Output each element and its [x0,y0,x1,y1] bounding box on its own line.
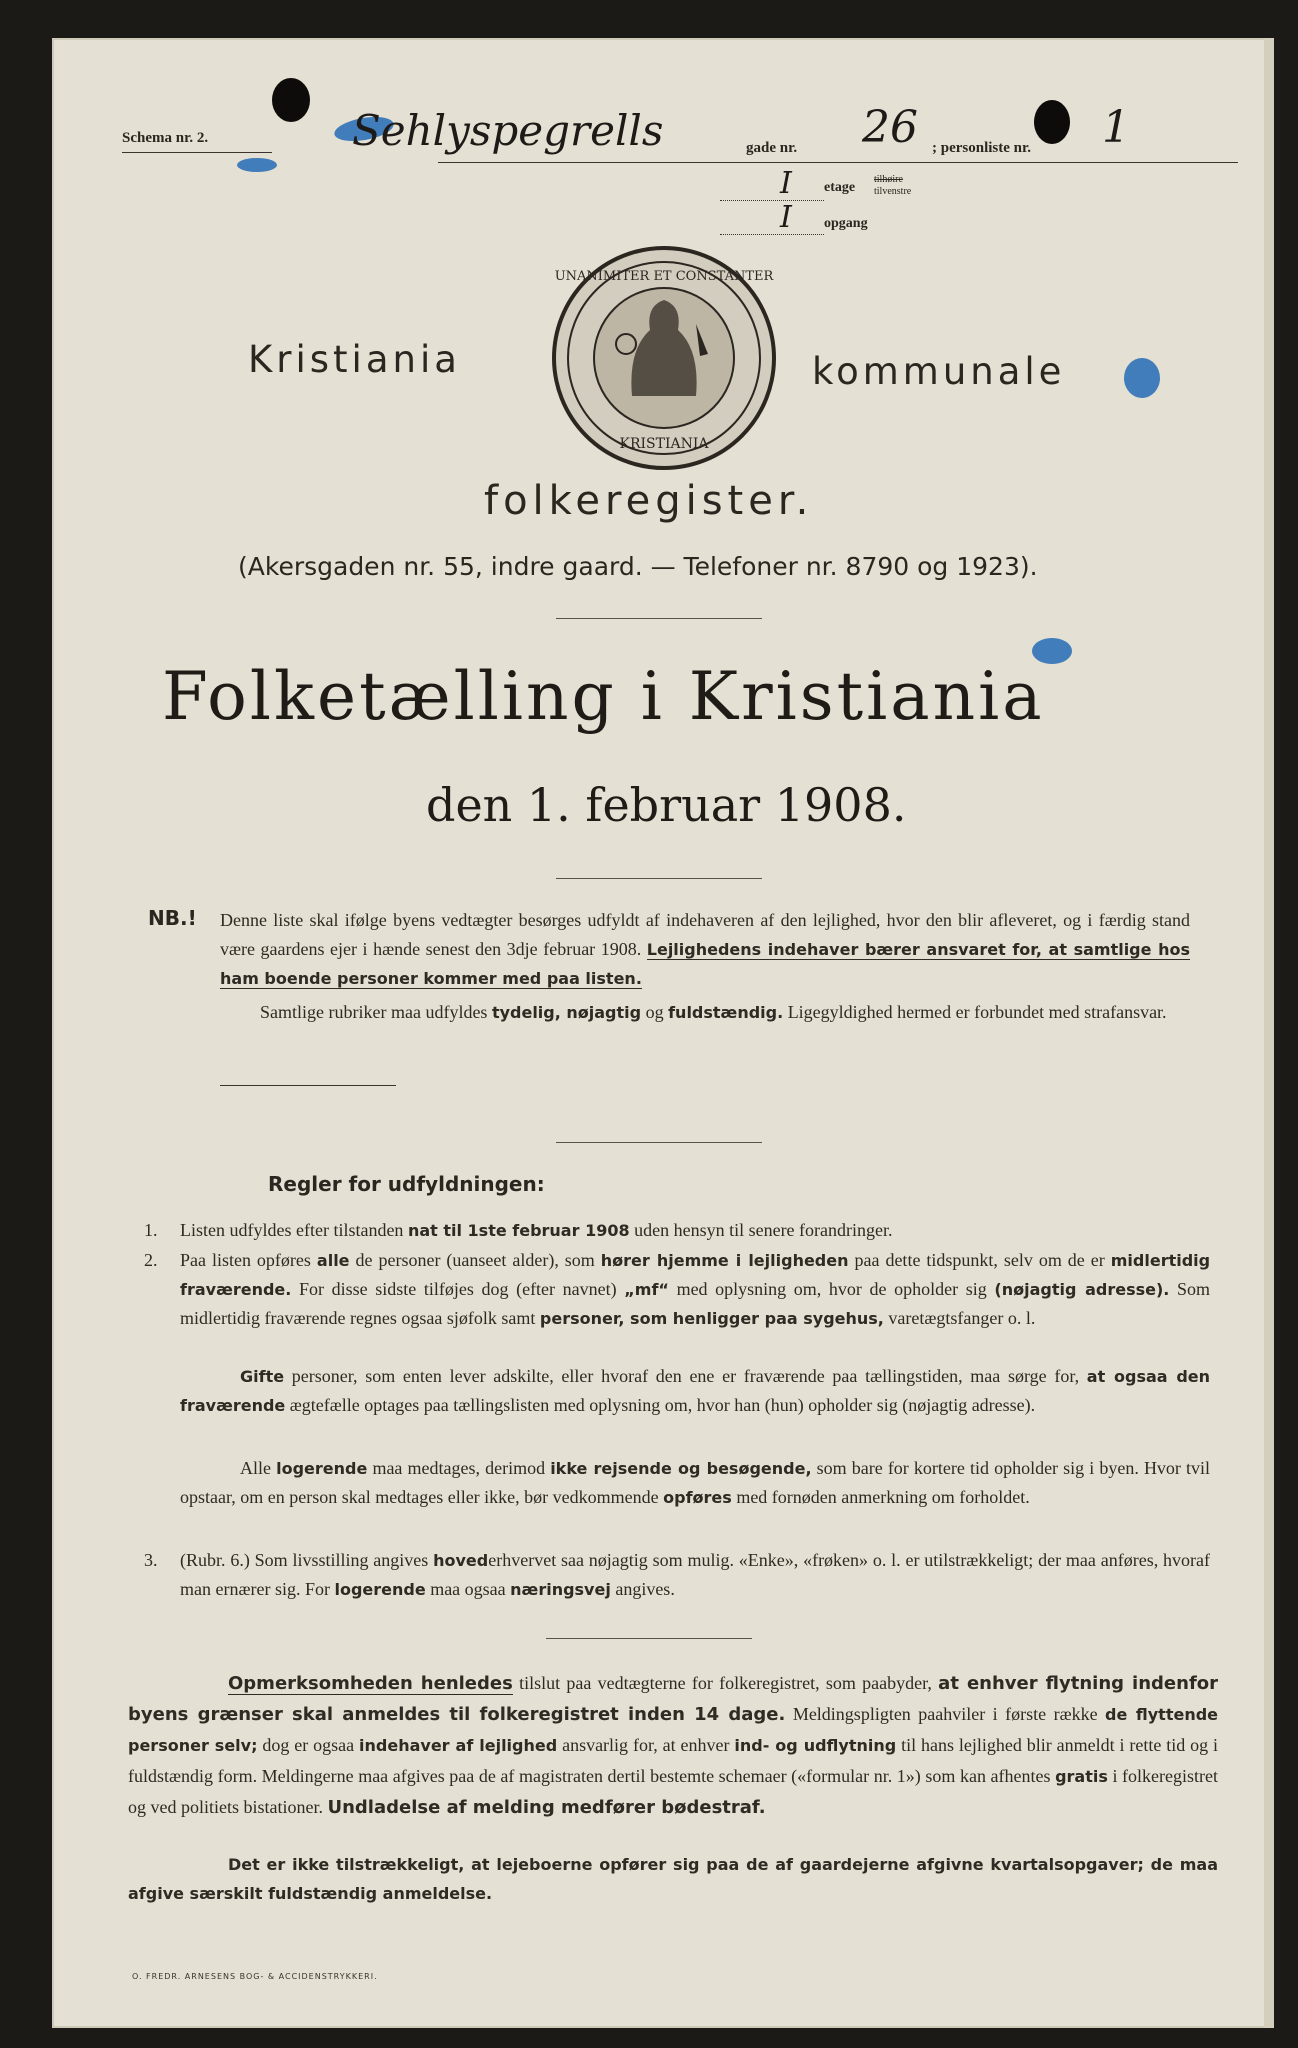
rule-2 [180,1246,1210,1333]
personliste-label: ; personliste nr. [932,140,1032,156]
letterhead-kristiania: Kristiania [248,338,461,381]
nb-text: Denne liste skal ifølge byens vedtægter besørges udfyldt af indehaveren af den lejlighed, hvor den blir afleveret, og i færdig stand være gaardens ejer i hænde senest den 3dje februar 1908. [220,910,1190,959]
notice-text: dog er ogsaa [262,1735,355,1755]
rule-bold: „mf“ [624,1280,669,1299]
nb-label: NB.! [148,906,197,930]
rule-2-married [180,1362,1210,1420]
rule-number: 2. [144,1250,158,1270]
gade-number-handwritten[interactable]: 26 [862,102,918,153]
side-option-right: tilhøire [874,174,903,185]
notice-paragraph [128,1668,1218,1823]
divider [546,1638,752,1639]
rule-bold: Gifte [240,1367,285,1386]
nb-paragraph-2 [220,998,1190,1027]
rule-3 [180,1546,1210,1604]
rule-text: varetægtsfanger o. l. [888,1308,1036,1328]
rule-bold: logerende [334,1580,426,1599]
rule-text: maa medtages, derimod [372,1458,546,1478]
census-date: den 1. februar 1908. [426,778,907,832]
letterhead-address: (Akersgaden nr. 55, indre gaard. — Telefoner nr. 8790 og 1923). [238,552,1038,581]
opgang-handwritten[interactable]: I [780,200,792,235]
etage-dotline [720,200,824,201]
ink-blot [1124,358,1160,398]
printer-imprint: O. FREDR. ARNESENS BOG- & ACCIDENSTRYKKERI. [132,1972,378,1981]
nb-bold: fuldstændig. [668,1003,784,1022]
paper-edge [1264,38,1274,2028]
seal-kristiania-icon [550,244,778,472]
punch-hole [1034,100,1070,144]
rule-bold: hører hjemme i lejligheden [600,1251,849,1270]
notice-text: Meldingspligten paahviler i første række [792,1704,1098,1724]
svg-text:KRISTIANIA: KRISTIANIA [619,436,709,452]
nb-bold: tydelig, nøjagtig [491,1003,642,1022]
notice-bold: gratis [1055,1767,1108,1786]
notice-bold: indehaver af lejlighed [359,1736,558,1755]
rule-bold: midlertidig fraværende. [180,1251,1211,1299]
opgang-dotline [720,234,824,235]
notice-bold: Undladelse af melding medfører bødestraf. [327,1797,766,1818]
rule-text: Som midlertidig fraværende regnes ogsaa sjøfolk samt [180,1279,1211,1328]
rule-number: 3. [144,1550,158,1570]
rule-bold: opføres [663,1488,732,1507]
rule-text: med oplysning om, hvor de opholder sig [676,1279,987,1299]
rule-bold: ikke rejsende og besøgende, [550,1459,812,1478]
nb-text: Ligegyldighed hermed er forbundet med strafansvar. [787,1002,1167,1022]
notice-text: ansvarlig for, at enhver [562,1735,730,1755]
svg-text:UNANIMITER ET CONSTANTER: UNANIMITER ET CONSTANTER [554,269,774,284]
rules-heading: Regler for udfyldningen: [268,1172,545,1196]
rule-text: personer, som enten lever adskilte, eller hvoraf den ene er fraværende paa tællingstiden, maa sørge for, [291,1366,1080,1386]
etage-label: etage [824,180,856,195]
notice-bold: Opmerksomheden henledes [228,1673,513,1694]
gade-label: gade nr. [746,140,798,156]
rule-bold: næringsvej [510,1580,611,1599]
divider [556,1142,762,1143]
rule-text: med fornøden anmerkning om forholdet. [736,1487,1030,1507]
rule-text: (Rubr. 6.) Som livsstilling angives [180,1550,429,1570]
rule-text: de personer (uanseet alder), som [355,1250,595,1270]
notice-bold: de flyttende personer selv; [128,1705,1219,1755]
notice-text: i folkeregistret og ved politiets bistationer. [128,1766,1218,1817]
rule-text: For disse sidste tilføjes dog (efter navnet) [298,1279,617,1299]
rule-bold: personer, som henligger paa sygehus, [539,1309,884,1328]
rule-bold: (nøjagtig adresse). [994,1280,1170,1299]
side-option-left: tilvenstre [874,186,912,197]
rule-number: 1. [144,1220,158,1240]
notice-bold: Det er ikke tilstrækkeligt, at lejeboerne opfører sig paa de af gaardejerne afgivne kvartalsopgaver; de maa afgive særskilt fuldstændig anmeldelse. [128,1855,1218,1903]
rule-text: erhvervet saa nøjagtig som mulig. «Enke», «frøken» o. l. er utilstrækkeligt; der maa anføres, hvoraf man ernærer sig. For [180,1550,1210,1599]
rule-bold: logerende [276,1459,368,1478]
header-underline [438,162,1238,163]
rule-2-lodgers [180,1454,1210,1512]
letterhead-kommunale: kommunale [812,350,1066,393]
punch-hole [272,78,310,122]
schema-underline [122,152,272,153]
census-title: Folketælling i Kristiania [162,658,1045,735]
street-name-handwritten[interactable]: Sehlyspegrells [352,106,664,155]
rule-bold: alle [316,1251,350,1270]
rule-text: maa ogsaa [430,1579,506,1599]
rule-text: ægtefælle optages paa tællingslisten med oplysning om, hvor han (hun) opholder sig (nøjagtig adresse). [289,1395,1036,1415]
census-form-page [52,38,1274,2028]
opgang-label: opgang [824,216,868,231]
divider [556,878,762,879]
rule-text: Alle [240,1458,271,1478]
nb-text: og [645,1002,664,1022]
notice-paragraph-2 [128,1850,1218,1908]
rule-text: Listen udfyldes efter tilstanden [180,1220,404,1240]
notice-text: til hans lejlighed blir anmeldt i rette tid og i fuldstændig form. Meldingerne maa afgives paa de af magistraten dertil bestemte schemaer («formular nr. 1») som kan afhentes [128,1735,1219,1786]
rule-text: paa dette tidspunkt, selv om de er [854,1250,1105,1270]
rule-text: uden hensyn til senere forandringer. [634,1220,893,1240]
etage-handwritten[interactable]: I [780,166,792,201]
rule-bold: nat til 1ste februar 1908 [407,1221,630,1240]
rule-bold: hoved [433,1551,489,1570]
rule-bold: at ogsaa den fraværende [180,1367,1211,1415]
rule-text: Paa listen opføres [180,1250,311,1270]
rule-text: angives. [615,1579,675,1599]
schema-label: Schema nr. 2. [122,130,209,146]
personliste-number-handwritten[interactable]: 1 [1102,102,1130,153]
notice-text: tilslut paa vedtægterne for folkeregistret, som paabyder, [519,1673,932,1693]
letterhead-folkeregister: folkeregister. [484,478,814,524]
notice-bold: ind- og udflytning [734,1736,897,1755]
nb-responsibility: Lejlighedens indehaver bærer ansvaret for, at samtlige hos ham boende personer kommer med paa listen. [220,940,1191,988]
ink-blot [237,158,277,172]
nb-text: Samtlige rubriker maa udfyldes [260,1002,488,1022]
notice-bold: at enhver flytning indenfor byens grænser skal anmeldes til folkeregistret inden 14 dage. [128,1673,1219,1725]
rule-text: som bare for kortere tid opholder sig i byen. Hvor tvil opstaar, om en person skal medtages eller ikke, bør vedkommende [180,1458,1211,1507]
nb-paragraph [220,906,1190,993]
divider [556,618,762,619]
nb-underline [220,1085,396,1086]
rule-1 [180,1216,1210,1245]
